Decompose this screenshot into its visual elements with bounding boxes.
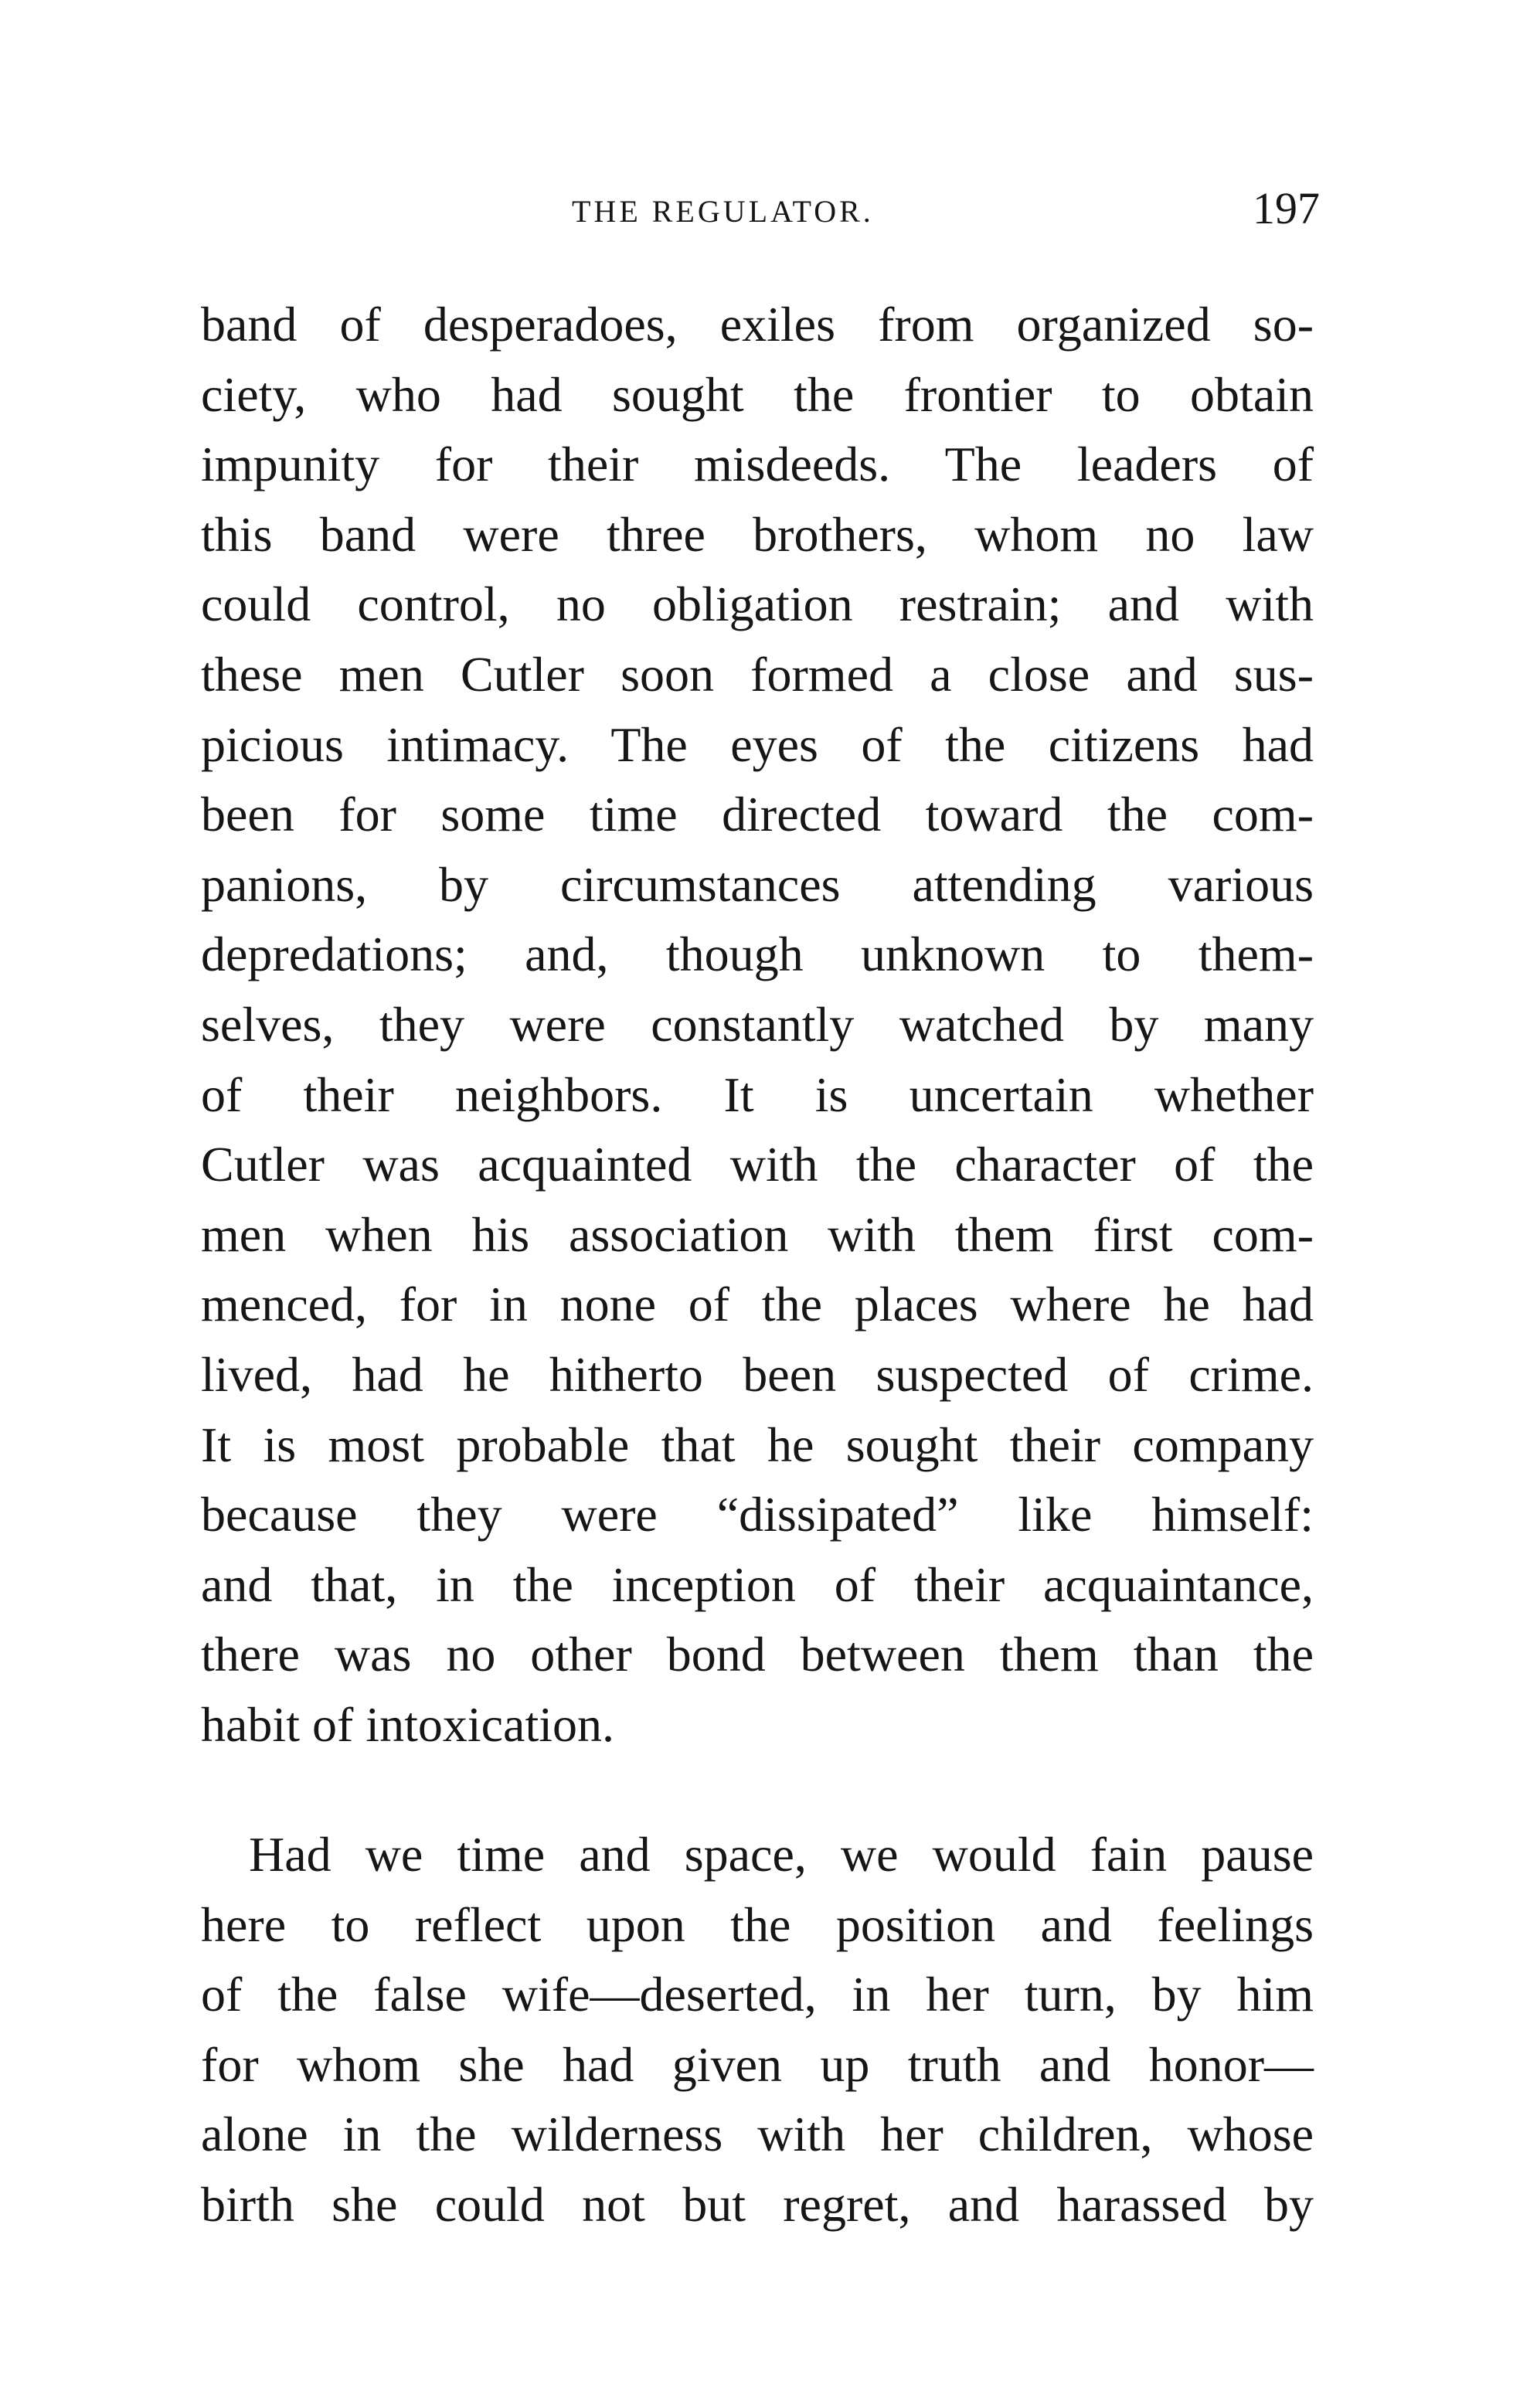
text-line: and that, in the inception of their acquaintance, — [201, 1556, 1314, 1612]
text-line: been for some time directed toward the com- — [201, 787, 1314, 842]
text-line: Had we time and space, we would fain pause — [249, 1827, 1314, 1882]
text-line: for whom she had given up truth and honor— — [201, 2036, 1314, 2092]
text-line: these men Cutler soon formed a close and sus- — [201, 647, 1314, 702]
text-line: there was no other bond between them than the — [201, 1627, 1314, 1682]
text-line: picious intimacy. The eyes of the citizens had — [201, 716, 1314, 772]
text-line: here to reflect upon the position and feelings — [201, 1896, 1314, 1952]
text-line: lived, had he hitherto been suspected of crime. — [201, 1347, 1314, 1402]
text-line: band of desperadoes, exiles from organized so- — [201, 297, 1314, 352]
text-line: habit of intoxication. — [201, 1697, 614, 1752]
text-line: depredations; and, though unknown to them- — [201, 927, 1314, 982]
text-line: Cutler was acquainted with the character of the — [201, 1137, 1314, 1192]
text-line: panions, by circumstances attending various — [201, 856, 1314, 912]
text-line: could control, no obligation restrain; and with — [201, 576, 1314, 632]
text-line: birth she could not but regret, and harassed by — [201, 2177, 1314, 2232]
text-line: men when his association with them first com- — [201, 1206, 1314, 1262]
text-line: impunity for their misdeeds. The leaders of — [201, 437, 1314, 492]
running-head: THE REGULATOR. — [572, 194, 874, 229]
text-line: because they were “dissipated” like himself: — [201, 1487, 1314, 1542]
text-line: It is most probable that he sought their company — [201, 1417, 1314, 1472]
text-line: menced, for in none of the places where he had — [201, 1277, 1314, 1332]
text-line: of the false wife—deserted, in her turn, by him — [201, 1967, 1314, 2022]
text-line: this band were three brothers, whom no law — [201, 506, 1314, 562]
text-line: alone in the wilderness with her children, whose — [201, 2107, 1314, 2162]
text-line: of their neighbors. It is uncertain whether — [201, 1066, 1314, 1122]
page-number: 197 — [1253, 183, 1320, 233]
text-line: ciety, who had sought the frontier to obtain — [201, 366, 1314, 422]
text-line: selves, they were constantly watched by many — [201, 997, 1314, 1052]
